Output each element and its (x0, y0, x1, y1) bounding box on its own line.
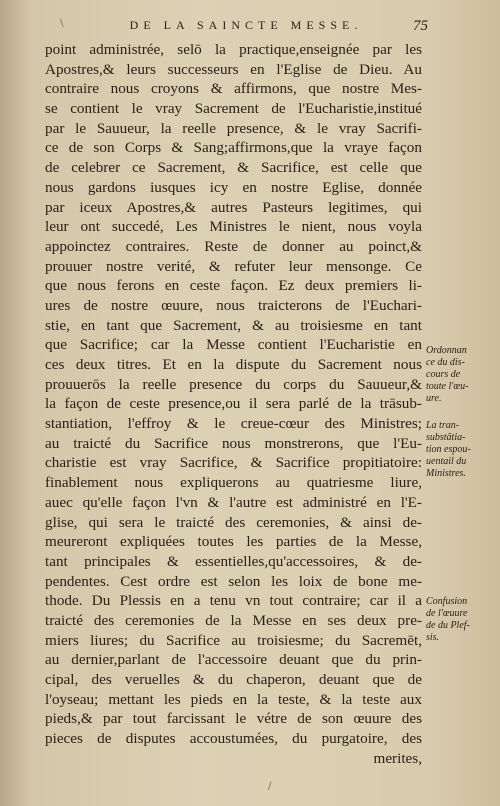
header-mark: \ (60, 18, 64, 29)
text-line: charistie est vray Sacrifice, & Sacrifice propitiatoire: (45, 454, 422, 472)
running-title: DE LA SAINCTE MESSE. (129, 18, 363, 32)
text-line: leur ont succedé, Les Ministres le nient, nous voyla (45, 218, 422, 236)
text-line: que Sacrifice; car la Messe contient l'Eucharistie en (45, 336, 422, 354)
text-line: pieces de disputes accoustumées, du purgatoire, des (45, 730, 422, 748)
text-line: cipal, des veruelles & du chaperon, deuant que de (45, 671, 422, 688)
text-line: stantiation, l'effroy & le creue-cœur des Ministres; (45, 415, 422, 433)
text-line: Apostres,& leurs successeurs en l'Eglise de Dieu. Au (45, 60, 422, 78)
margin-note-line: La tran- (426, 420, 460, 431)
main-text-block (45, 40, 422, 768)
margin-note-line: Ministres. (426, 468, 466, 479)
text-line: prouuerōs la reelle presence du corps du Sauueur,& (45, 375, 422, 393)
text-line: au traicté du Sacrifice nous monstrerons, que l'Eu- (45, 434, 422, 452)
text-line: contraire nous croyons & affirmons, que nostre Mes- (45, 80, 422, 98)
text-line: point administrée, selō la practique,enseignée par les (45, 41, 422, 58)
margin-note-transubstantiation (426, 420, 492, 480)
text-line: que nous ferons en ceste façon. Ez deux premiers li- (45, 277, 422, 295)
text-line: ce de son Corps & Sang;affirmons,que la vraye façon (45, 139, 422, 157)
text-line: meureront expliquées toutes les parties de la Messe, (45, 533, 422, 551)
text-line: prouuer nostre verité, & refuter leur mensonge. Ce (45, 257, 422, 275)
text-line: finablement nous expliquerons au quatriesme liure, (45, 474, 422, 492)
margin-note-line: Confusion (426, 596, 468, 607)
text-line: ures de nostre œuure, nous traicterons de l'Euchari- (45, 296, 422, 314)
text-line: au dernier,parlant de l'accessoire deuant que du prin- (45, 651, 422, 669)
text-line: nous gardons iusques icy en nostre Eglise, donnée (45, 178, 422, 196)
margin-note-line: substātia- (426, 432, 466, 443)
margin-note-line: ce du dis- (426, 357, 465, 368)
margin-note-line: toute l'œu- (426, 381, 469, 392)
text-line: thode. Du Plessis en a tenu vn tout contraire; car il a (45, 592, 422, 610)
text-line: ces deux titres. Et en la dispute du Sacrement nous (45, 356, 422, 373)
text-line: glise, qui sera le traicté des ceremonies, & ainsi de- (45, 513, 422, 531)
margin-note-line: uentail du (426, 456, 467, 467)
margin-note-line: de du Plef- (426, 620, 470, 631)
margin-note-confusion (426, 596, 492, 644)
text-line: la façon de ceste presence,ou il sera parlé de la trāsub- (45, 395, 422, 413)
text-line: tant principales & essentielles,qu'accessoires, & de- (45, 552, 422, 570)
text-line: traicté des ceremonies de la Messe en ses deux pre- (45, 611, 422, 629)
margin-note-line: cours de (426, 369, 461, 380)
text-line: appoinctez contraires. Reste de donner au poinct,& (45, 237, 422, 255)
page-number: 75 (413, 18, 428, 34)
margin-note-line: de l'œuure (426, 608, 468, 619)
text-line: stie, en tant que Sacrement, & au troisiesme en tant (45, 316, 422, 334)
footer-mark: / (268, 781, 272, 792)
text-line: de celebrer ce Sacrement, & Sacrifice, est celle que (45, 159, 422, 177)
text-line: par le Sauueur, la reelle presence, & le vray Sacrifi- (45, 119, 422, 137)
text-line: pieds,& par tout farcissant le vétre de son œuure des (45, 710, 422, 728)
text-line: pendentes. Cest ordre est selon les loix de bone me- (45, 572, 422, 590)
text-line: par iceux Apostres,& autres Pasteurs legitimes, qui (45, 198, 422, 216)
margin-note-line: ure. (426, 393, 442, 404)
margin-note-line: sis. (426, 632, 440, 643)
text-line: merites, (373, 749, 422, 767)
text-line: l'oyseau; mettant les pieds en la teste, & la teste aux (45, 690, 422, 708)
margin-note-ordonnance (426, 345, 492, 405)
text-line: auec qu'elle façon l'vn & l'autre est administré en l'E- (45, 493, 422, 511)
margin-note-line: Ordonnan (426, 345, 467, 356)
text-line: se contient le vray Sacrement de l'Eucharistie,institué (45, 100, 422, 118)
text-line: miers liures; du Sacrifice au troisiesme; du Sacremēt, (45, 631, 422, 649)
margin-note-line: tion espou- (426, 444, 471, 455)
